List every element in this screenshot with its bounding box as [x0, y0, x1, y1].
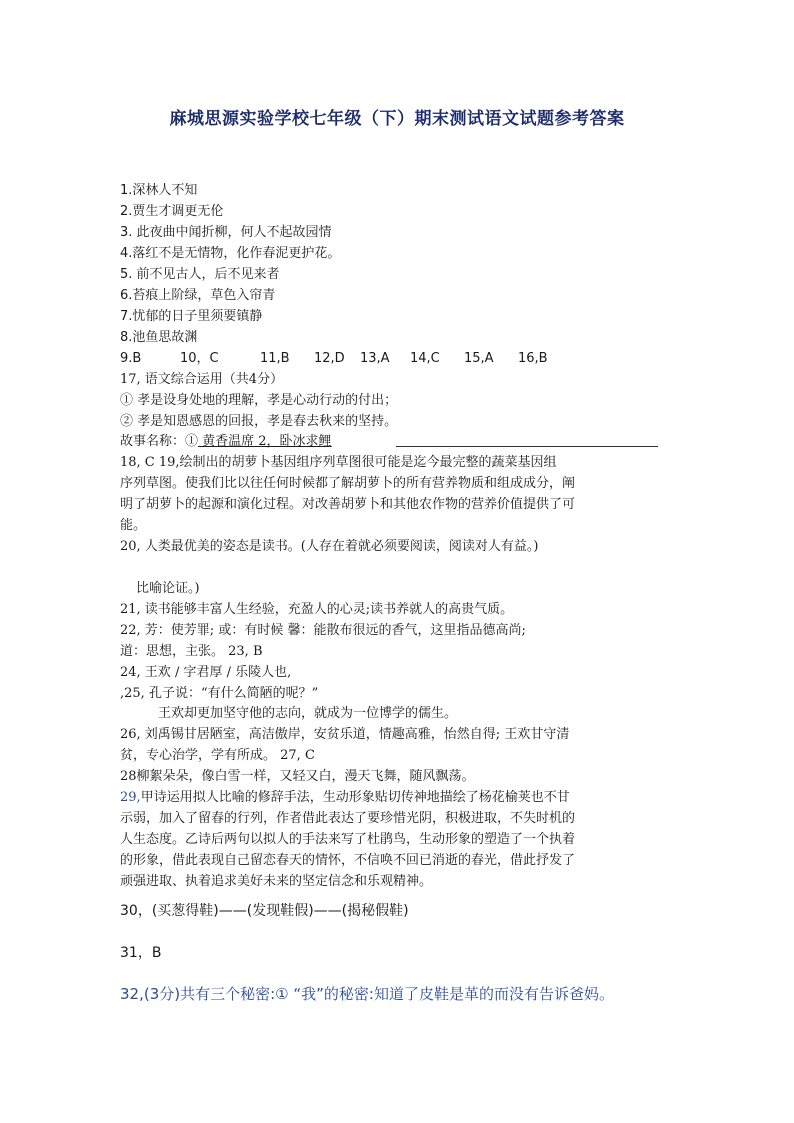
- answer-3: 3. 此夜曲中闻折柳，何人不起故园情: [120, 225, 332, 240]
- answer-21: 21, 读书能够丰富人生经验，充盈人的心灵;读书养就人的高贵气质。: [120, 602, 514, 617]
- answer-18-19-line1: 18, C 19,绘制出的胡萝卜基因组序列草图很可能是迄今最完整的蔬菜基因组: [120, 455, 557, 470]
- answer-29-number: 29,: [120, 790, 141, 805]
- answer-29-line5: 顽强进取、执着追求美好未来的坚定信念和乐观精神。: [120, 874, 433, 889]
- answer-10: 10，C: [180, 351, 219, 366]
- story-label: 故事名称：①: [120, 434, 199, 449]
- answer-17-point-2: ② 孝是知恩感恩的回报，孝是春去秋来的坚持。: [120, 414, 398, 429]
- answer-6: 6.苔痕上阶绿，草色入帘青: [120, 288, 276, 303]
- answer-11: 11,B: [260, 351, 290, 366]
- answer-17-point-1: ① 孝是设身处地的理解，孝是心动行动的付出；: [120, 393, 398, 408]
- answer-7: 7.忧郁的日子里须要镇静: [120, 309, 263, 324]
- answer-26-line2: 贫，专心治学，学有所成。 27, C: [120, 748, 315, 763]
- answer-16: 16,B: [518, 351, 548, 366]
- answer-20: 20, 人类最优美的姿态是读书。(人存在着就必须要阅读，阅读对人有益。): [120, 539, 539, 554]
- answer-20-cont: 比喻论证。): [136, 581, 200, 596]
- underline-rule: [396, 446, 658, 447]
- answer-8: 8.池鱼思故渊: [120, 330, 198, 345]
- answers-9-16: [120, 350, 548, 368]
- answer-1: 1.深林人不知: [120, 183, 198, 198]
- answer-18-19-line4: 能。: [120, 518, 147, 533]
- answer-18-19-line3: 明了胡萝卜的起源和演化过程。对改善胡萝卜和其他农作物的营养价值提供了可: [120, 497, 576, 512]
- answer-17-story: [120, 433, 332, 451]
- answer-22-line2: 道：思想，主张。 23, B: [120, 644, 263, 659]
- answer-18-19-line2: 序列草图。使我们比以往任何时候都了解胡萝卜的所有营养物质和组成成分，阐: [120, 476, 576, 491]
- story-value: 黄香温席 2，卧冰求鲤: [198, 434, 332, 449]
- answer-29-line3: 人生态度。乙诗后两句以拟人的手法来写了杜鹃鸟，生动形象的塑造了一个执着: [120, 832, 576, 847]
- answer-24: 24, 王欢 / 字君厚 / 乐陵人也,: [120, 665, 292, 680]
- answer-14: 14,C: [410, 351, 440, 366]
- answer-15: 15,A: [464, 351, 494, 366]
- answer-31: 31，B: [120, 945, 162, 961]
- answer-4: 4.落红不是无情物，化作春泥更护花。: [120, 246, 341, 261]
- answer-29-text: 甲诗运用拟人比喻的修辞手法，生动形象贴切传神地描绘了杨花榆荚也不甘: [140, 790, 570, 805]
- answer-29-line2: 示弱，加入了留春的行列，作者借此表达了要珍惜光阴，积极进取，不失时机的: [120, 811, 576, 826]
- answer-26-line1: 26, 刘禹锡甘居陋室，高洁傲岸，安贫乐道，情趣高雅，怡然自得; 王欢甘守清: [120, 727, 570, 742]
- answer-32: 32,(3分)共有三个秘密:① “我”的秘密:知道了皮鞋是革的而没有告诉爸妈。: [120, 985, 614, 1003]
- answer-30: 30，(买葱得鞋)——(发现鞋假)——(揭秘假鞋): [120, 903, 409, 919]
- answer-25-line2: 王欢却更加坚守他的志向，就成为一位博学的儒生。: [158, 706, 458, 721]
- answer-22-line1: 22, 芳：使芳罪; 或：有时候 馨：能散布很远的香气，这里指品德高尚;: [120, 623, 526, 638]
- page-title: 麻城思源实验学校七年级（下）期末测试语文试题参考答案: [169, 109, 625, 129]
- answer-2: 2.贾生才调更无伦: [120, 204, 224, 219]
- answer-5: 5. 前不见古人，后不见来者: [120, 267, 280, 282]
- answer-17-header: 17, 语文综合运用（共4分）: [120, 372, 284, 387]
- answer-13: 13,A: [360, 351, 390, 366]
- answer-12: 12,D: [314, 351, 345, 366]
- answer-9: 9.B: [120, 351, 142, 366]
- answer-28: 28柳絮朵朵，像白雪一样，又轻又白，漫天飞舞，随风飘荡。: [120, 769, 475, 784]
- answer-25-line1: ,25, 孔子说：“有什么简陋的呢？”: [120, 686, 319, 701]
- answer-29-line4: 的形象，借此表现自己留恋春天的情怀，不信唤不回已消逝的春光，借此抒发了: [120, 853, 576, 868]
- answer-29-line1: [120, 789, 570, 807]
